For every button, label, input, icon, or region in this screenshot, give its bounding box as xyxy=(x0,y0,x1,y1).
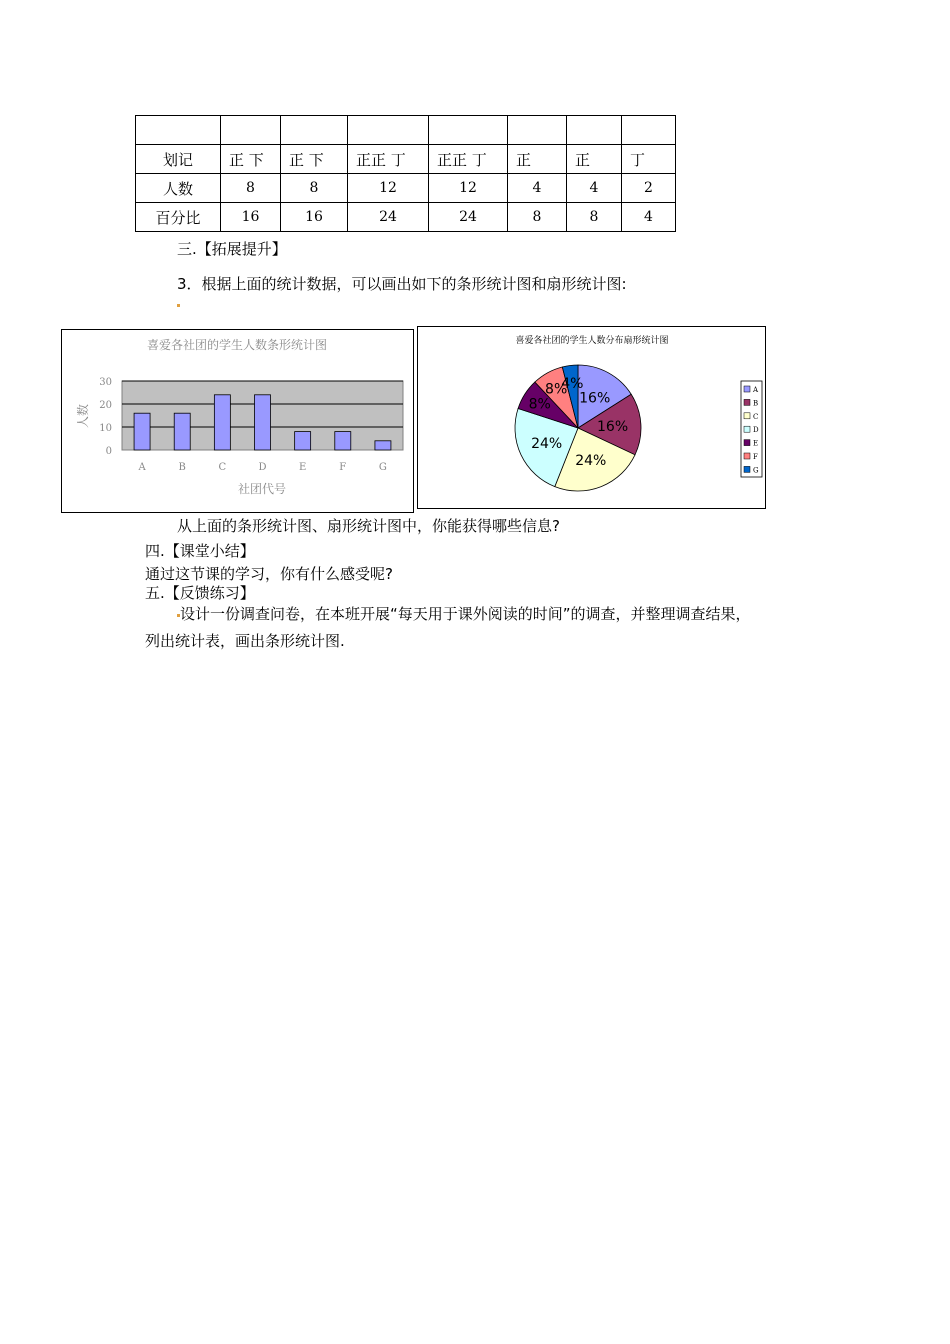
table-row xyxy=(136,203,676,232)
legend-label: D xyxy=(753,426,759,435)
marker-dot xyxy=(177,304,180,307)
info-question: 从上面的条形统计图、扇形统计图中，你能获得哪些信息? xyxy=(177,517,560,535)
legend-swatch xyxy=(744,440,750,446)
pie-label: 16% xyxy=(597,418,629,435)
bar xyxy=(295,432,311,450)
bar xyxy=(375,441,391,450)
row-label xyxy=(136,116,221,145)
question-3: 3．根据上面的统计数据，可以画出如下的条形统计图和扇形统计图: xyxy=(177,275,627,293)
y-tick-label: 0 xyxy=(105,446,112,457)
table-cell: 16 xyxy=(221,203,281,232)
pie-label: 8% xyxy=(545,381,568,398)
y-tick-label: 10 xyxy=(99,423,112,434)
section-5-heading: 五.【反馈练习】 xyxy=(145,584,255,602)
table-cell: 正 xyxy=(567,145,622,174)
x-tick-label: B xyxy=(178,462,186,473)
bar-chart xyxy=(62,330,413,512)
legend-label: G xyxy=(753,466,759,475)
bar xyxy=(255,395,271,450)
table-cell: 4 xyxy=(622,203,676,232)
table-cell: 正 xyxy=(508,145,567,174)
pie-chart xyxy=(418,327,765,508)
x-tick-label: E xyxy=(298,462,307,473)
pie-label: 8% xyxy=(528,396,551,413)
bar-chart-title: 喜爱各社团的学生人数条形统计图 xyxy=(146,338,328,352)
legend-swatch xyxy=(744,466,750,472)
exercise-line-1: 设计一份调查问卷，在本班开展“每天用于课外阅读的时间”的调查，并整理调查结果， xyxy=(180,605,751,623)
table-cell xyxy=(429,116,508,145)
pie-chart-frame xyxy=(417,326,766,509)
table-cell: 12 xyxy=(348,174,429,203)
legend-swatch xyxy=(744,426,750,432)
table-cell: 正正 丁 xyxy=(429,145,508,174)
x-tick-label: A xyxy=(138,462,146,473)
table-cell xyxy=(508,116,567,145)
legend-swatch xyxy=(744,453,750,459)
table-cell: 4 xyxy=(567,174,622,203)
section-3-heading: 三.【拓展提升】 xyxy=(177,240,287,258)
table-cell: 8 xyxy=(508,203,567,232)
pie-label: 24% xyxy=(575,453,607,470)
table-cell: 丁 xyxy=(622,145,676,174)
table-cell xyxy=(281,116,348,145)
table-row xyxy=(136,116,676,145)
pie-label: 16% xyxy=(579,390,611,407)
bar xyxy=(134,413,150,450)
table-cell: 24 xyxy=(348,203,429,232)
y-tick-label: 30 xyxy=(99,377,112,388)
pie-label: 24% xyxy=(531,435,563,452)
row-label: 百分比 xyxy=(136,203,221,232)
x-tick-label: C xyxy=(218,462,227,473)
table-row xyxy=(136,145,676,174)
table-cell: 正正 丁 xyxy=(348,145,429,174)
tally-table xyxy=(135,115,676,232)
x-tick-label: D xyxy=(258,462,267,473)
legend-swatch xyxy=(744,399,750,405)
pie-chart-title: 喜爱各社团的学生人数分布扇形统计图 xyxy=(515,336,669,346)
legend-swatch xyxy=(744,386,750,392)
table-cell: 2 xyxy=(622,174,676,203)
section-4-heading: 四.【课堂小结】 xyxy=(145,542,255,560)
bar xyxy=(335,432,351,450)
table-cell: 正 下 xyxy=(281,145,348,174)
table-cell: 4 xyxy=(508,174,567,203)
bar-chart-frame xyxy=(61,329,414,513)
table-cell xyxy=(567,116,622,145)
table-cell: 8 xyxy=(221,174,281,203)
x-tick-label: G xyxy=(378,462,387,473)
legend-label: F xyxy=(753,453,758,461)
bar xyxy=(174,413,190,450)
table-row xyxy=(136,174,676,203)
table-cell: 16 xyxy=(281,203,348,232)
table-cell xyxy=(348,116,429,145)
summary-text: 通过这节课的学习，你有什么感受呢? xyxy=(145,565,393,583)
x-axis-label: 社团代号 xyxy=(237,482,287,496)
legend-label: A xyxy=(753,386,759,394)
table-cell: 12 xyxy=(429,174,508,203)
table-cell xyxy=(622,116,676,145)
table-cell xyxy=(221,116,281,145)
table-cell: 正 下 xyxy=(221,145,281,174)
legend-swatch xyxy=(744,413,750,419)
pie-label: 4% xyxy=(561,375,584,392)
row-label: 划记 xyxy=(136,145,221,174)
table-cell: 24 xyxy=(429,203,508,232)
legend-label: B xyxy=(753,399,759,408)
y-tick-label: 20 xyxy=(99,400,112,411)
y-axis-label: 人数 xyxy=(76,403,90,429)
exercise-line-2: 列出统计表，画出条形统计图. xyxy=(145,632,345,650)
legend-label: E xyxy=(753,439,759,448)
table-cell: 8 xyxy=(567,203,622,232)
x-tick-label: F xyxy=(339,462,347,473)
legend-label: C xyxy=(753,412,759,421)
table-cell: 8 xyxy=(281,174,348,203)
bar xyxy=(214,395,230,450)
row-label: 人数 xyxy=(136,174,221,203)
